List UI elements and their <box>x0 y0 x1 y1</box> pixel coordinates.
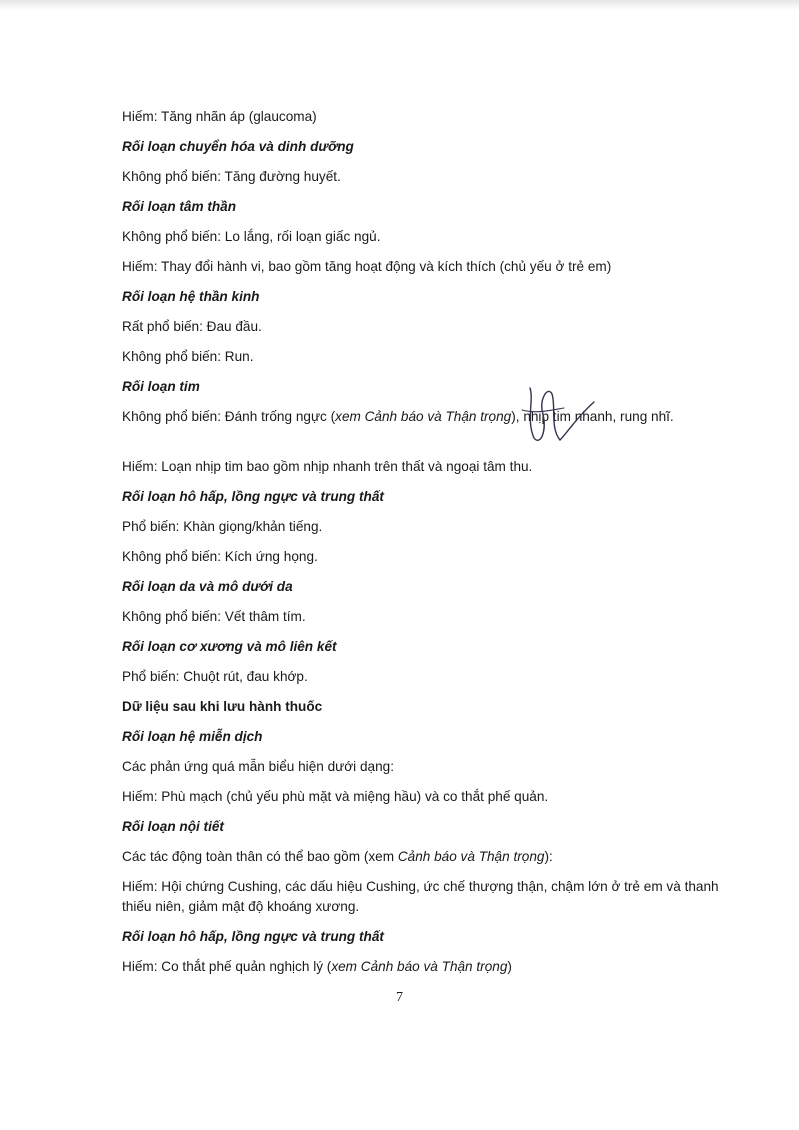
text-segment: ) <box>507 959 512 974</box>
section-heading: Rối loạn hô hấp, lồng ngực và trung thất <box>122 929 384 944</box>
section-heading: Rối loạn hệ thần kinh <box>122 289 260 304</box>
handwritten-signature <box>512 380 602 450</box>
text-line: Hiếm: Tăng nhãn áp (glaucoma) <box>122 109 317 124</box>
page-number: 7 <box>396 990 403 1005</box>
text-line: Hiếm: Phù mạch (chủ yếu phù mặt và miệng hầu) và co thắt phế quản. <box>122 789 549 804</box>
text-segment: ): <box>544 849 553 864</box>
section-heading: Rối loạn cơ xương và mô liên kết <box>122 639 337 654</box>
section-heading: Rối loạn chuyển hóa và dinh dưỡng <box>122 139 354 154</box>
subsection-heading: Dữ liệu sau khi lưu hành thuốc <box>122 699 323 714</box>
text-line: Phổ biến: Khàn giọng/khản tiếng. <box>122 519 323 534</box>
text-line: Rất phổ biến: Đau đầu. <box>122 319 262 334</box>
text-line: Không phổ biến: Kích ứng họng. <box>122 549 318 564</box>
section-heading: Rối loạn hô hấp, lồng ngực và trung thất <box>122 489 384 504</box>
text-line: Không phổ biến: Lo lắng, rối loạn giấc ngủ. <box>122 229 381 244</box>
text-line: Không phổ biến: Run. <box>122 349 254 364</box>
scan-edge <box>0 0 799 10</box>
text-segment: Các tác động toàn thân có thể bao gồm (xem <box>122 849 398 864</box>
cross-reference: xem Cảnh báo và Thận trọng <box>331 959 508 974</box>
text-line: Không phổ biến: Vết thâm tím. <box>122 609 306 624</box>
text-line: Hiếm: Loạn nhịp tim bao gồm nhịp nhanh trên thất và ngoại tâm thu. <box>122 459 533 474</box>
text-line: Phổ biến: Chuột rút, đau khớp. <box>122 669 308 684</box>
text-line: Hiếm: Hội chứng Cushing, các dấu hiệu Cushing, ức chế thượng thận, chậm lớn ở trẻ em và thanh thiếu niên, giảm mật độ khoáng xương. <box>122 879 719 914</box>
text-line <box>122 957 722 977</box>
text-line: Các phản ứng quá mẫn biểu hiện dưới dạng: <box>122 759 394 774</box>
text-line <box>122 847 722 867</box>
text-segment: Hiếm: Co thắt phế quản nghịch lý ( <box>122 959 332 974</box>
text-line: Hiếm: Thay đổi hành vi, bao gồm tăng hoạt động và kích thích (chủ yếu ở trẻ em) <box>122 259 612 274</box>
section-heading: Rối loạn tâm thần <box>122 199 237 214</box>
section-heading: Rối loạn nội tiết <box>122 819 224 834</box>
text-line <box>122 407 722 427</box>
cross-reference: Cảnh báo và Thận trọng <box>397 849 545 864</box>
section-heading: Rối loạn tim <box>122 379 200 394</box>
cross-reference: xem Cảnh báo và Thận trọng <box>335 409 512 424</box>
text-segment: Không phổ biến: Đánh trống ngực ( <box>122 409 336 424</box>
text-line: Không phổ biến: Tăng đường huyết. <box>122 169 341 184</box>
section-heading: Rối loạn hệ miễn dịch <box>122 729 263 744</box>
section-heading: Rối loạn da và mô dưới da <box>122 579 293 594</box>
text-segment: ), nhịp tim nhanh, rung nhĩ. <box>511 409 674 424</box>
